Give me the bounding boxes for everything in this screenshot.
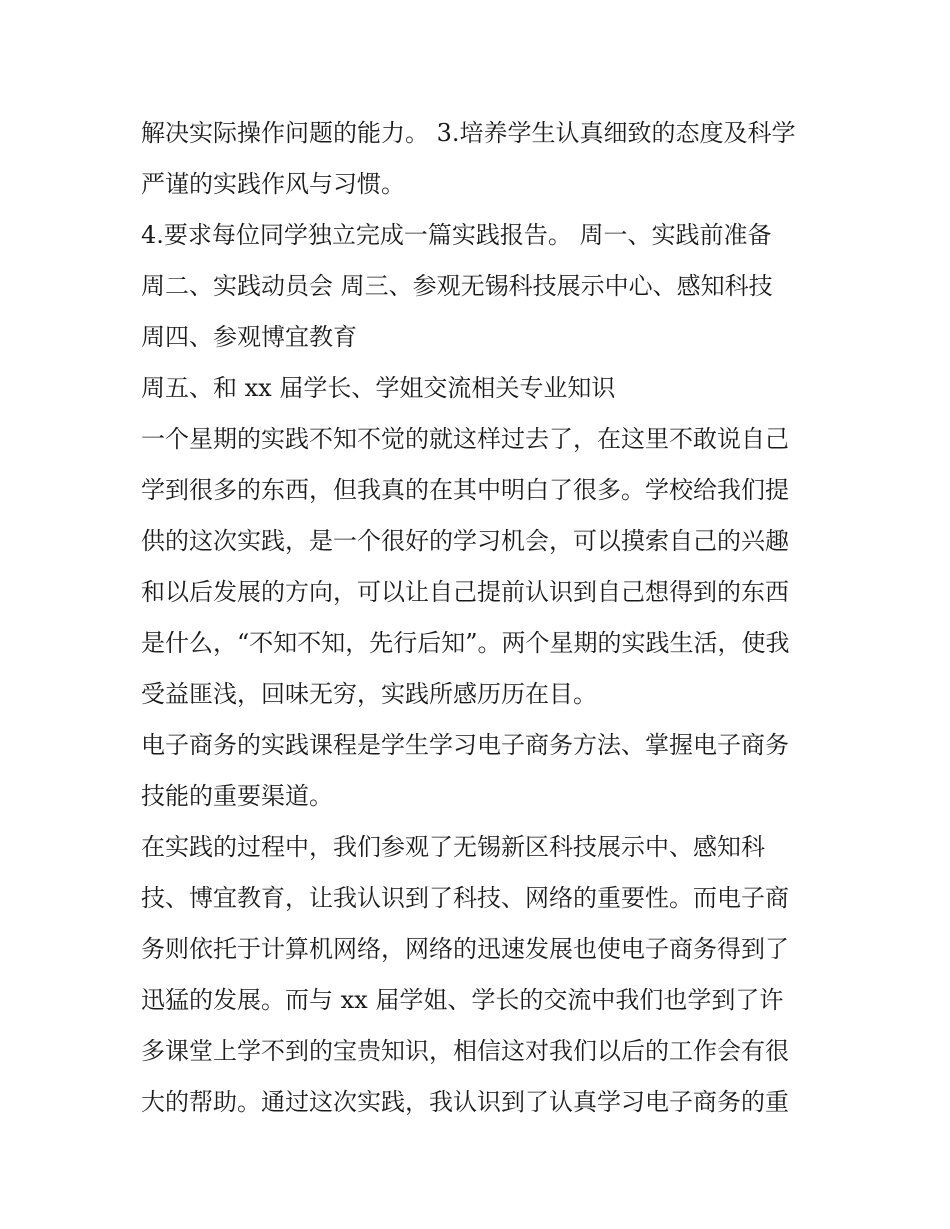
text-line-19: 多课堂上学不到的宝贵知识，相信这对我们以后的工作会有很 bbox=[141, 1037, 789, 1065]
text-line-18: 迅猛的发展。而与 xx 届学姐、学长的交流中我们也学到了许 bbox=[141, 986, 784, 1014]
document-body bbox=[141, 108, 821, 1128]
text-line-6: 周五、和 xx 届学长、学姐交流相关专业知识 bbox=[141, 374, 616, 402]
text-line-7: 一个星期的实践不知不觉的就这样过去了，在这里不敢说自己 bbox=[141, 425, 789, 453]
text-line-17: 务则依托于计算机网络，网络的迅速发展也使电子商务得到了 bbox=[141, 935, 789, 963]
text-line-13: 电子商务的实践课程是学生学习电子商务方法、掌握电子商务 bbox=[141, 731, 789, 759]
text-line-15: 在实践的过程中，我们参观了无锡新区科技展示中、感知科 bbox=[141, 833, 765, 861]
text-line-10: 和以后发展的方向，可以让自己提前认识到自己想得到的东西 bbox=[141, 578, 789, 606]
text-line-4: 周二、实践动员会 周三、参观无锡科技展示中心、感知科技 bbox=[141, 272, 773, 300]
text-line-12: 受益匪浅，回味无穷，实践所感历历在目。 bbox=[141, 680, 597, 708]
text-line-1: 解决实际操作问题的能力。 3.培养学生认真细致的态度及科学 bbox=[141, 119, 796, 147]
text-line-16: 技、博宜教育，让我认识到了科技、网络的重要性。而电子商 bbox=[141, 884, 789, 912]
text-line-3: 4.要求每位同学独立完成一篇实践报告。 周一、实践前准备 bbox=[141, 221, 772, 249]
text-line-9: 供的这次实践，是一个很好的学习机会，可以摸索自己的兴趣 bbox=[141, 527, 789, 555]
text-line-8: 学到很多的东西，但我真的在其中明白了很多。学校给我们提 bbox=[141, 476, 789, 504]
text-line-11: 是什么，“不知不知，先行后知”。两个星期的实践生活，使我 bbox=[141, 629, 790, 657]
text-line-2: 严谨的实践作风与习惯。 bbox=[141, 170, 405, 198]
text-line-20: 大的帮助。通过这次实践，我认识到了认真学习电子商务的重 bbox=[141, 1088, 789, 1116]
text-line-14: 技能的重要渠道。 bbox=[141, 782, 333, 810]
text-line-5: 周四、参观博宜教育 bbox=[141, 323, 357, 351]
